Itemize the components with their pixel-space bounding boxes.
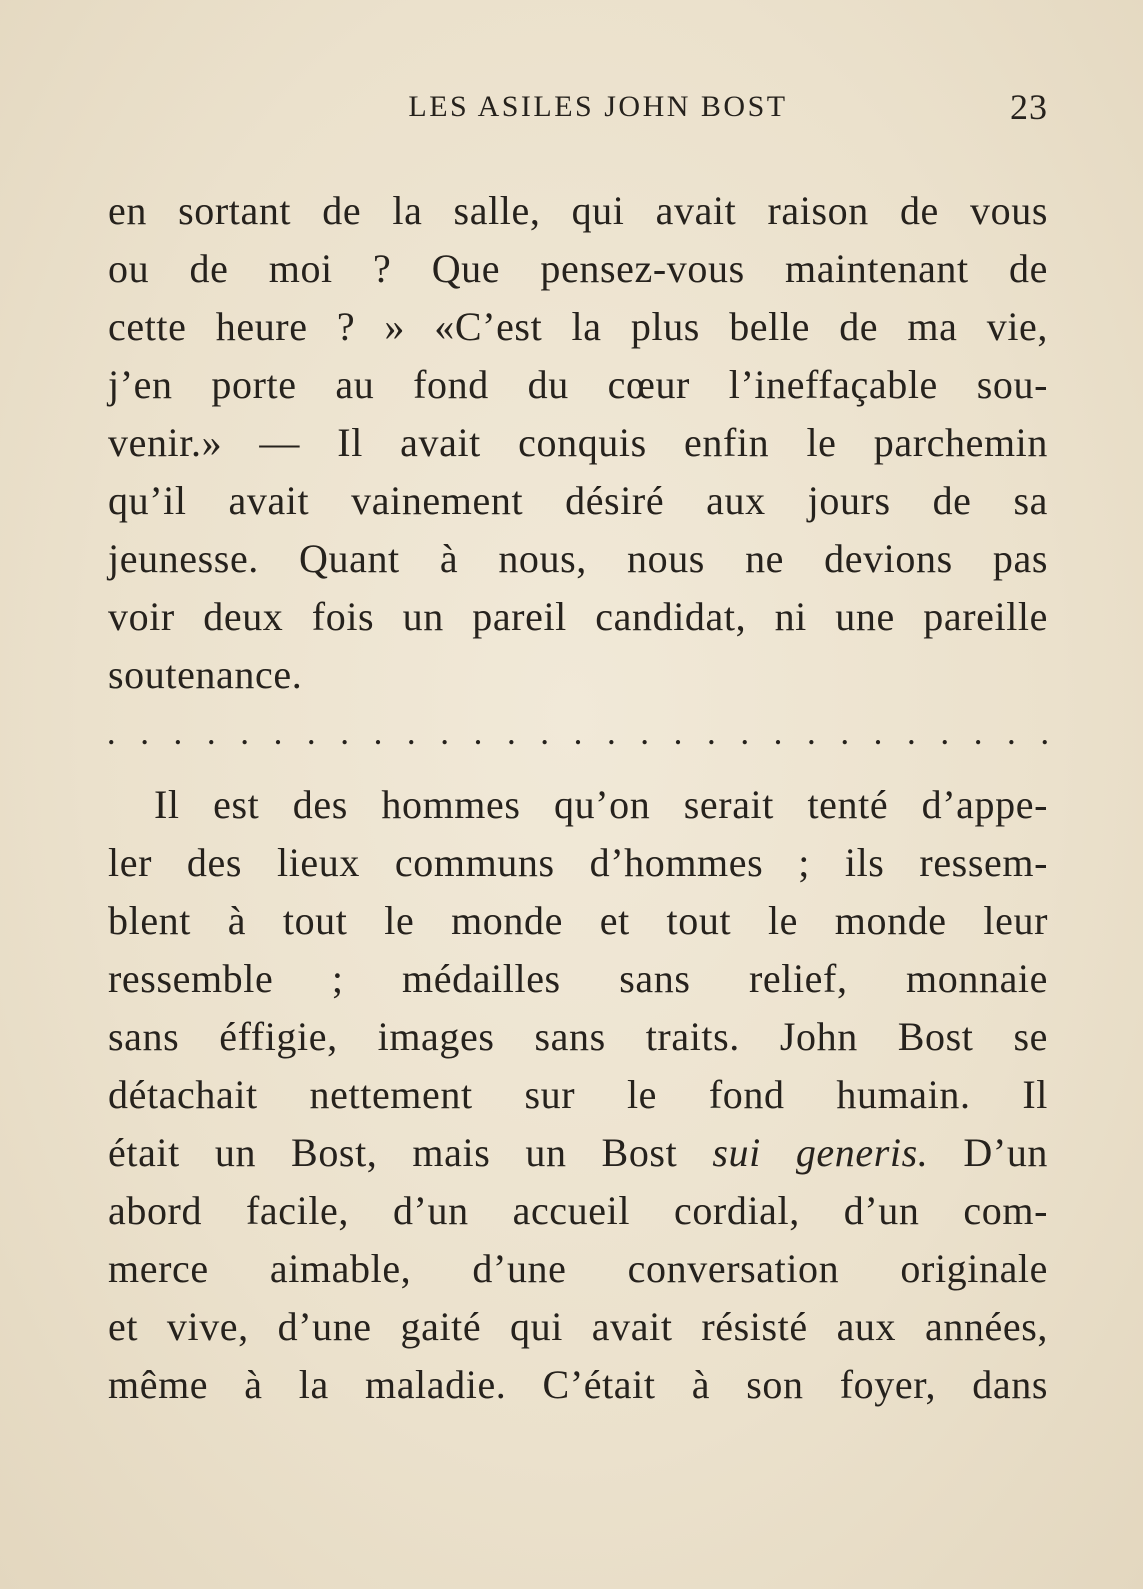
text-line: ler des lieux communs d’hommes ; ils ressem- [108, 840, 1048, 885]
text-line: sans éffigie, images sans traits. John Bost se [108, 1014, 1048, 1059]
text-line: détachait nettement sur le fond humain. Il [108, 1072, 1048, 1117]
paragraph-1 [108, 182, 1048, 704]
text-line: en sortant de la salle, qui avait raison de vous [108, 188, 1048, 233]
text-line-with-italic [108, 1124, 1048, 1182]
text-line: jeunesse. Quant à nous, nous ne devions pas [108, 536, 1048, 581]
text-line: même à la maladie. C’était à son foyer, dans [108, 1362, 1048, 1407]
text-line: cette heure ? » «C’est la plus belle de ma vie, [108, 304, 1048, 349]
running-title: LES ASILES JOHN BOST [408, 90, 788, 123]
text-line: j’en porte au fond du cœur l’ineffaçable sou- [108, 362, 1048, 407]
text-run: était un Bost, mais un Bost [108, 1130, 678, 1175]
dotted-separator: . . . . . . . . . . . . . . . . . . . . . . . . . . . . . [108, 721, 1048, 750]
text-line: venir.» — Il avait conquis enfin le parchemin [108, 420, 1048, 465]
text-line: voir deux fois un pareil candidat, ni une pareille [108, 594, 1048, 639]
text-line: abord facile, d’un accueil cordial, d’un com- [108, 1188, 1048, 1233]
text-line: soutenance. [108, 652, 303, 697]
page-number: 23 [1010, 87, 1048, 127]
text-line: ressemble ; médailles sans relief, monnaie [108, 956, 1048, 1001]
italic-phrase: sui generis. [712, 1130, 929, 1175]
text-line: merce aimable, d’une conversation originale [108, 1246, 1048, 1291]
text-line: Il est des hommes qu’on serait tenté d’appe- [154, 782, 1048, 827]
text-line: ou de moi ? Que pensez-vous maintenant de [108, 246, 1048, 291]
running-head [108, 87, 1048, 140]
text-line: blent à tout le monde et tout le monde leur [108, 898, 1048, 943]
text-run: D’un [963, 1130, 1049, 1175]
text-line: qu’il avait vainement désiré aux jours de sa [108, 478, 1048, 523]
text-line: et vive, d’une gaité qui avait résisté aux années, [108, 1304, 1048, 1349]
paragraph-2 [108, 776, 1048, 1414]
body-text [108, 182, 1048, 1414]
